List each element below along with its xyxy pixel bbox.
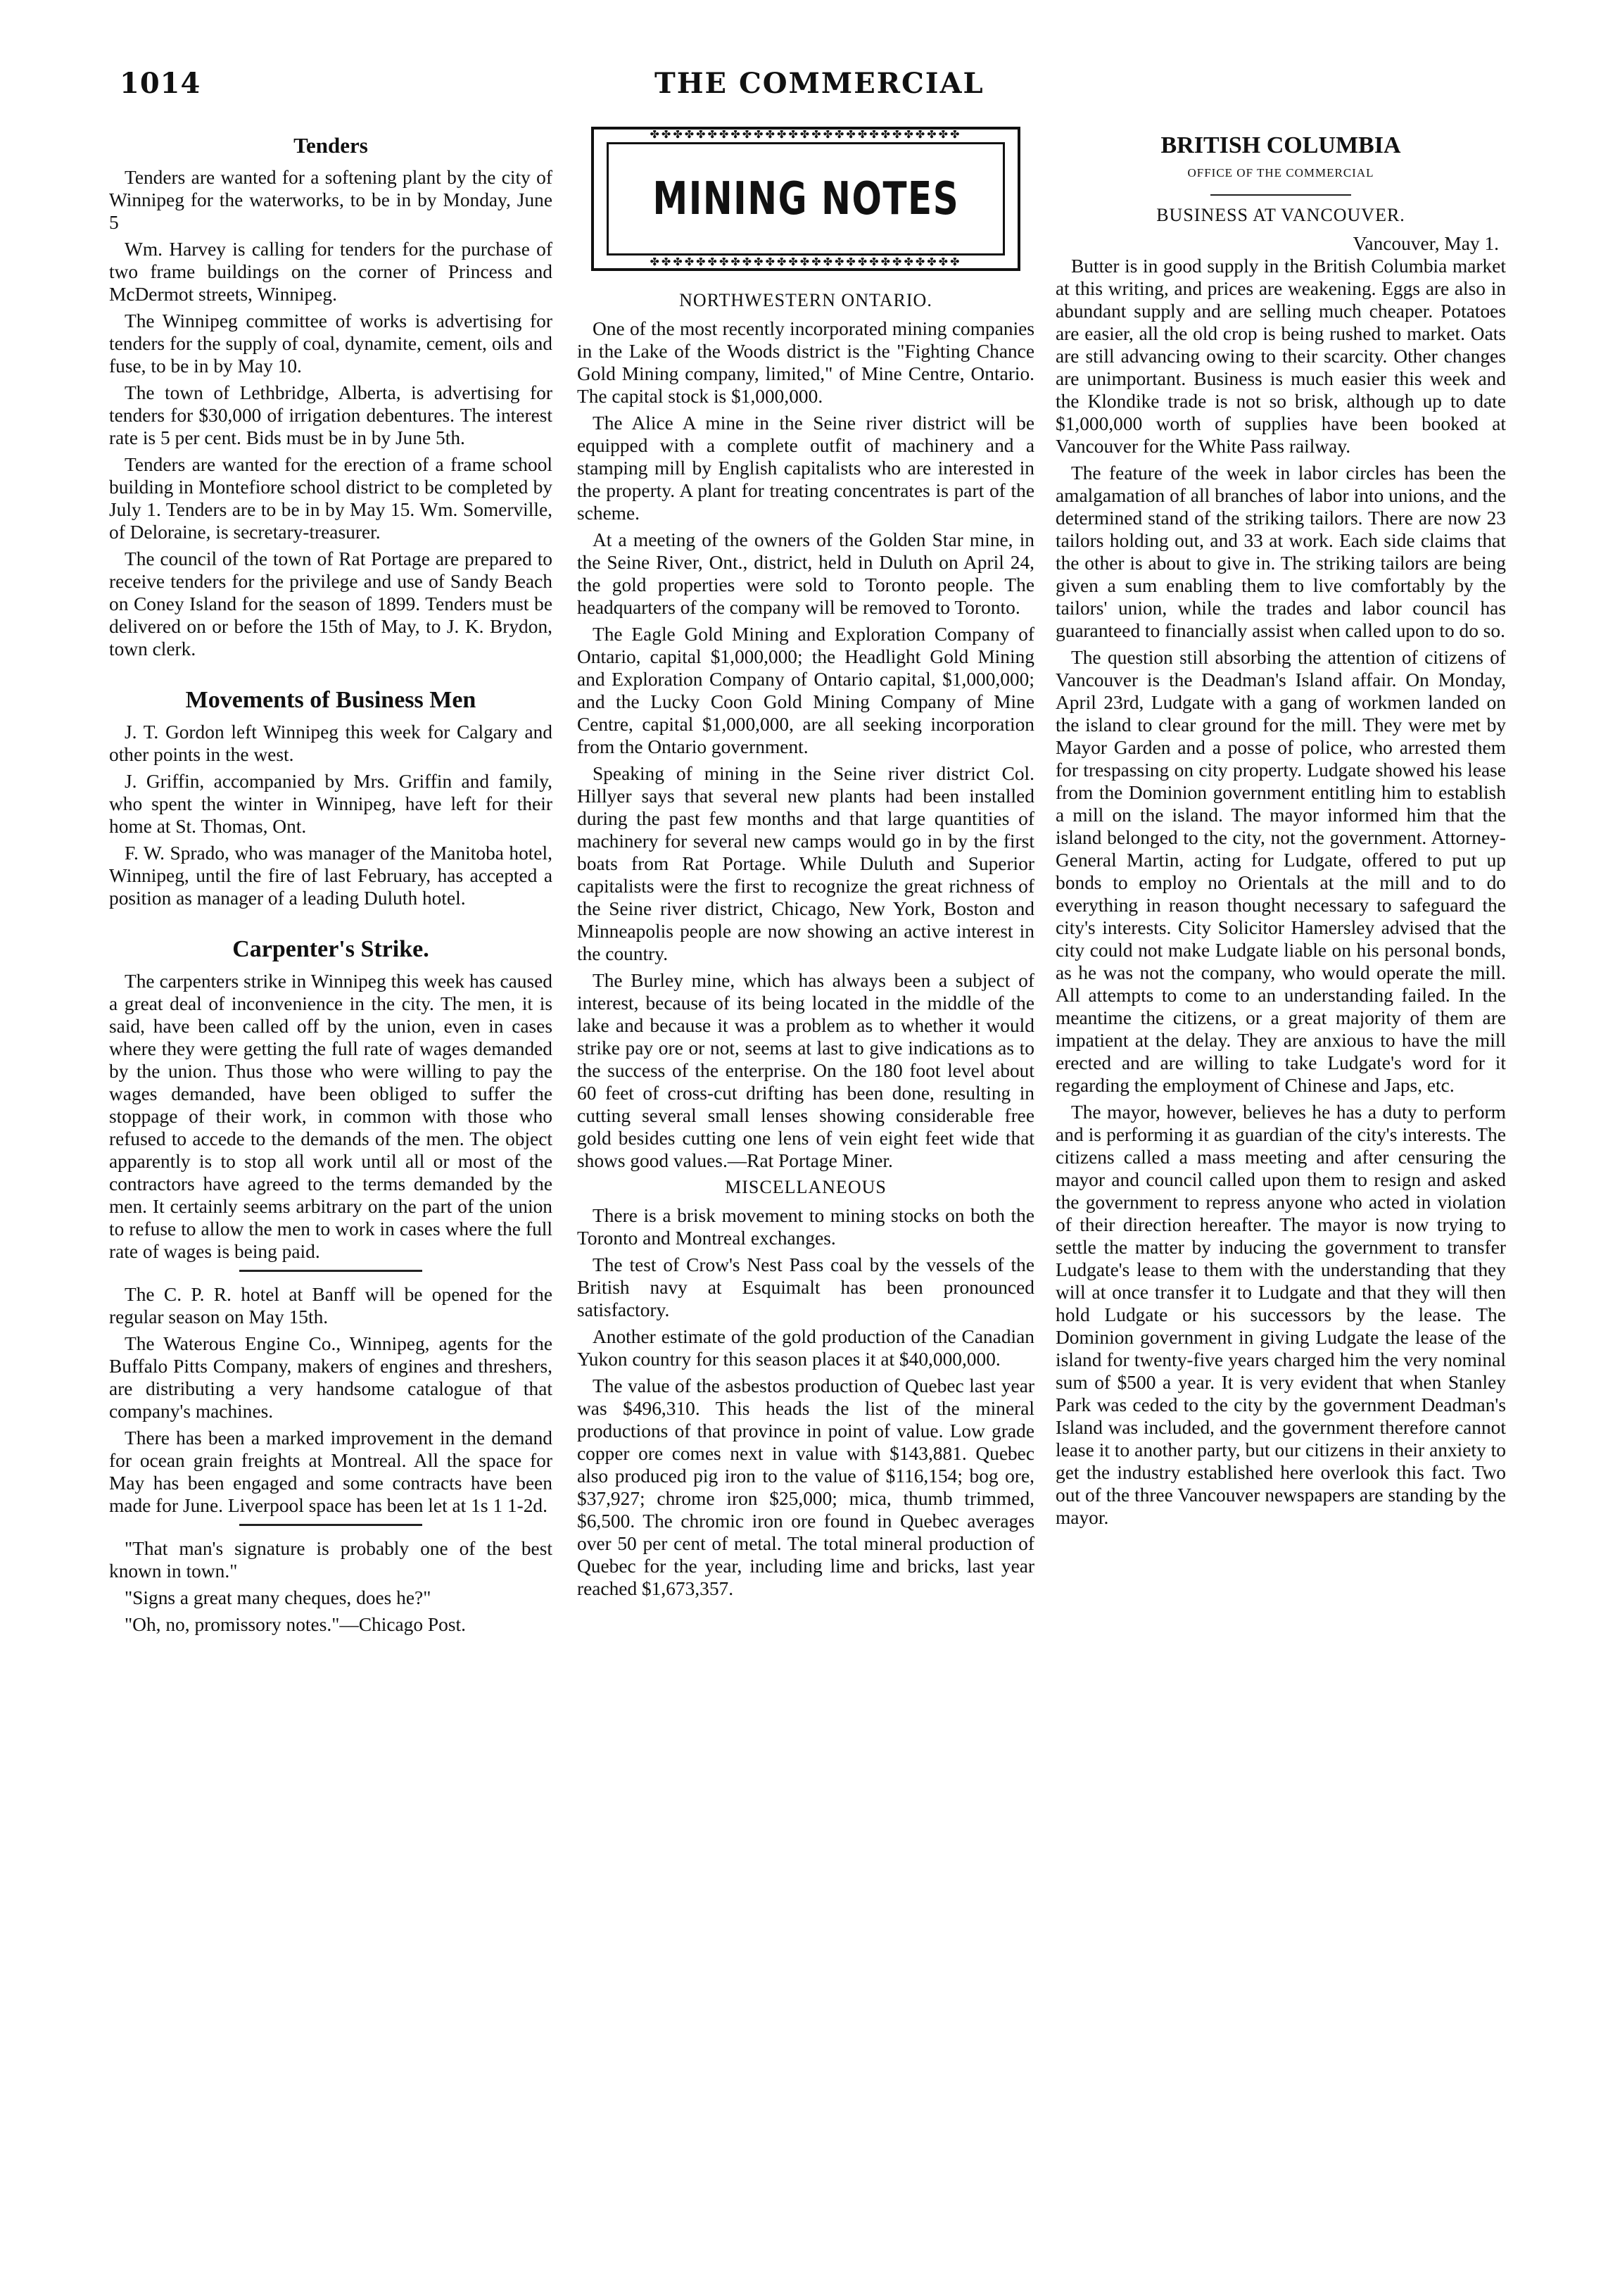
joke-line: "Signs a great many cheques, does he?" bbox=[125, 1587, 431, 1608]
tender-item: Tenders are wanted for the erection of a frame school building in Montefiore school district to be completed by July 1. Tenders are to be in by May 15. Wm. Somerville, of Deloraine, is secretary-treasurer. bbox=[109, 454, 552, 543]
vancouver-paragraph: The question still absorbing the attention of citizens of Vancouver is the Deadman's Island affair. On Monday, April 23rd, Ludgate with a gang of workmen landed on the island to clear ground for the mill. They were met by Mayor Garden and a posse of police, who arrested them for trespassing on city property. Ludgate showed his lease from the Dominion government entitling him to establish a mill on the island. The mayor informed him that the island belonged to the city, not the government. Attorney-General Martin, acting for Ludgate, offered to put up bonds to employ no Orientals at the mill and to do everything in reason thought necessary to safeguard the city's interests. City Solicitor Hamersley advised that the city could not make Ludgate liable on his personal bonds, as he was not the company, who would operate the mill. All attempts to come to an understanding failed. In the meantime the citizens, or a great majority of them are impatient at the delay. They are anxious to have the mill erected and are willing to take Ludgate's word for it regarding the employment of Chinese and Japs, etc. bbox=[1056, 647, 1506, 1096]
ontario-item: The Eagle Gold Mining and Exploration Company of Ontario, capital $1,000,000; the Headlight Gold Mining and Exploration Company of Ontario capital, $1,000,000; and the Lucky Coon Gold Mining Company of Mine Centre, capital $1,000,000, are all seeking incorporation from the Ontario government. bbox=[577, 624, 1034, 757]
dateline: Vancouver, May 1. bbox=[1353, 233, 1499, 254]
left-column bbox=[109, 127, 552, 1640]
misc-item: The C. P. R. hotel at Banff will be opened for the regular season on May 15th. bbox=[109, 1284, 552, 1327]
tender-item: Wm. Harvey is calling for tenders for the purchase of two frame buildings on the corner of Princess and McDermot streets, Winnipeg. bbox=[109, 239, 552, 305]
ornament-border-icon: ✤✤✤✤✤✤✤✤✤✤✤✤✤✤✤✤✤✤✤✤✤✤✤✤✤✤✤ bbox=[650, 258, 962, 267]
misc-item: There is a brisk movement to mining stocks on both the Toronto and Montreal exchanges. bbox=[577, 1205, 1034, 1249]
ontario-item: The Burley mine, which has always been a subject of interest, because of its being located in the middle of the lake and because it was a problem as to whether it would strike pay ore or not, seems at last to give indications as to the success of the enterprise. On the 180 foot level about 60 feet of cross-cut drifting has been done, resulting in cutting several small lenses showing considerable free gold besides cutting one lens of vein eight feet wide that shows good values.—Rat Portage Miner. bbox=[577, 970, 1034, 1171]
divider bbox=[239, 1270, 422, 1272]
movement-item: J. T. Gordon left Winnipeg this week for Calgary and other points in the west. bbox=[109, 721, 552, 765]
ontario-item: At a meeting of the owners of the Golden Star mine, in the Seine River, Ont., district, held in Duluth on April 24, the gold properties were sold to Toronto people. The headquarters of the company will be removed to Toronto. bbox=[577, 529, 1034, 618]
tender-item: Tenders are wanted for a softening plant by the city of Winnipeg for the waterworks, to be in by Monday, June 5 bbox=[109, 167, 552, 233]
movement-item: F. W. Sprado, who was manager of the Manitoba hotel, Winnipeg, until the fire of last February, has accepted a position as manager of a leading Duluth hotel. bbox=[109, 843, 552, 909]
strike-paragraph: The carpenters strike in Winnipeg this week has caused a great deal of inconvenience in the city. The men, it is said, have been called off by the union, even in cases where they were getting the full rate of wages demanded by the union. Thus those who were willing to pay the wages demanded, have been obliged to suffer the stoppage of their work, in common with those who refused to accede to the demands of the men. The object apparently is to stop all work until all or most of the contractors have agreed to the terms demanded by the men. It certainly seems arbitrary on the part of the union to refuse to allow the men to work in cases where the full rate of wages is being paid. bbox=[109, 971, 552, 1262]
divider bbox=[1210, 194, 1351, 196]
movement-item: J. Griffin, accompanied by Mrs. Griffin and family, who spent the winter in Winnipeg, have left for their home at St. Thomas, Ont. bbox=[109, 771, 552, 837]
bc-heading: BRITISH COLUMBIA bbox=[1160, 132, 1401, 158]
divider bbox=[239, 1524, 422, 1526]
misc-item: The value of the asbestos production of Quebec last year was $496,310. This heads the list of the mineral productions of that province in point of value. Low grade copper ore comes next in value with $143,881. Quebec also produced pig iron to the value of $116,154; bog ore, $37,927; chrome iron $25,000; mica, thumb trimmed, $6,500. The chromic iron ore found in Quebec averages over 50 per cent of metal. The total mineral production of Quebec for the year, including lime and bricks, last year reached $1,673,357. bbox=[577, 1375, 1034, 1599]
misc-item: The Waterous Engine Co., Winnipeg, agents for the Buffalo Pitts Company, makers of engines and threshers, are distributing a very handsome catalogue of that company's machines. bbox=[109, 1333, 552, 1422]
misc-item: The test of Crow's Nest Pass coal by the vessels of the British navy at Esquimalt has been pronounced satisfactory. bbox=[577, 1254, 1034, 1320]
tender-item: The town of Lethbridge, Alberta, is advertising for tenders for $30,000 of irrigation debentures. The interest rate is 5 per cent. Bids must be in by June 5th. bbox=[109, 382, 552, 448]
banner-title: MINING NOTES bbox=[652, 172, 959, 225]
page-number: 1014 bbox=[120, 67, 201, 100]
miscellaneous-heading: MISCELLANEOUS bbox=[725, 1177, 887, 1197]
misc-item: Another estimate of the gold production of the Canadian Yukon country for this season places it at $40,000,000. bbox=[577, 1326, 1034, 1370]
bc-subheading: OFFICE OF THE COMMERCIAL bbox=[1187, 166, 1374, 179]
ontario-heading: NORTHWESTERN ONTARIO. bbox=[679, 290, 932, 310]
ornament-border-icon: ✤✤✤✤✤✤✤✤✤✤✤✤✤✤✤✤✤✤✤✤✤✤✤✤✤✤✤ bbox=[650, 130, 962, 140]
vancouver-paragraph: Butter is in good supply in the British Columbia market at this writing, and prices are weakening. Eggs are also in abundant supply and are selling much cheaper. Potatoes are easier, all the old crop is being rushed to market. Oats are still advancing owing to their scarcity. Other changes are unimportant. Business is much easier this week and the Klondike trade is not so brisk, although up to date $1,000,000 worth of supplies have been booked at Vancouver for the White Pass railway. bbox=[1056, 256, 1506, 457]
strike-heading: Carpenter's Strike. bbox=[232, 936, 429, 962]
middle-column bbox=[577, 127, 1034, 1604]
ontario-item: Speaking of mining in the Seine river district Col. Hillyer says that several new plants had been installed during the past few months and that large quantities of machinery for several new camps would go in by the first boats from Rat Portage. While Duluth and Superior capitalists were the first to recognize the great richness of the Seine river district, Chicago, New York, Boston and Minneapolis people are now showing an active interest in the country. bbox=[577, 763, 1034, 964]
ontario-item: The Alice A mine in the Seine river district will be equipped with a complete outfit of machinery and a stamping mill by English capitalists who are interested in the property. A plant for treating concentrates is part of the scheme. bbox=[577, 412, 1034, 524]
tenders-heading: Tenders bbox=[293, 133, 368, 158]
joke-line: "That man's signature is probably one of the best known in town." bbox=[109, 1538, 552, 1582]
vancouver-paragraph: The mayor, however, believes he has a duty to perform and is performing it as guardian of the city's interests. The citizens called a mass meeting and after censuring the mayor and council called upon them to resign and asked the government to repress anyone who acted in violation of their direction hereafter. The mayor is now trying to settle the matter by inducing the government to transfer Ludgate's lease to them with the understanding that they will at once transfer it to Ludgate and that they will then hold Ludgate or his successors by the lease. The Dominion government in giving Ludgate the lease of the island for twenty-five years charged him the very nominal sum of $500 a year. It is very evident that when Stanley Park was ceded to the city by the government Deadman's Island was included, and the government therefore cannot lease it to another party, but our citizens in their anxiety to get the industry established here overlook this fact. Two out of the three Vancouver newspapers are standing by the mayor. bbox=[1056, 1102, 1506, 1528]
ontario-item: One of the most recently incorporated mining companies in the Lake of the Woods district is the "Fighting Chance Gold Mining company, limited," of Mine Centre, Ontario. The capital stock is $1,000,000. bbox=[577, 318, 1034, 407]
journal-title: THE COMMERCIAL bbox=[654, 67, 985, 100]
vancouver-heading: BUSINESS AT VANCOUVER. bbox=[1156, 205, 1405, 225]
joke-line: "Oh, no, promissory notes."—Chicago Post. bbox=[125, 1614, 466, 1635]
movements-heading: Movements of Business Men bbox=[185, 687, 476, 713]
right-column bbox=[1056, 127, 1506, 1533]
mining-notes-banner bbox=[591, 127, 1020, 271]
misc-item: There has been a marked improvement in the demand for ocean grain freights at Montreal. All the space for May has been engaged and some contracts have been made for June. Liverpool space has been let at 1s 1 1-2d. bbox=[109, 1427, 552, 1516]
tender-item: The council of the town of Rat Portage are prepared to receive tenders for the privilege and use of Sandy Beach on Coney Island for the season of 1899. Tenders must be delivered on or before the 15th of May, to J. K. Brydon, town clerk. bbox=[109, 548, 552, 660]
tender-item: The Winnipeg committee of works is advertising for tenders for the supply of coal, dynamite, cement, oils and fuse, to be in by May 10. bbox=[109, 310, 552, 377]
vancouver-paragraph: The feature of the week in labor circles has been the amalgamation of all branches of labor into unions, and the determined stand of the striking tailors. There are now 23 tailors holding out, and 33 at work. Each side claims that the other is about to give in. The striking tailors are being given a sum enabling them to live comfortably by the tailors' union, while the trades and labor council has guaranteed to financially assist when called upon to do so. bbox=[1056, 462, 1506, 641]
